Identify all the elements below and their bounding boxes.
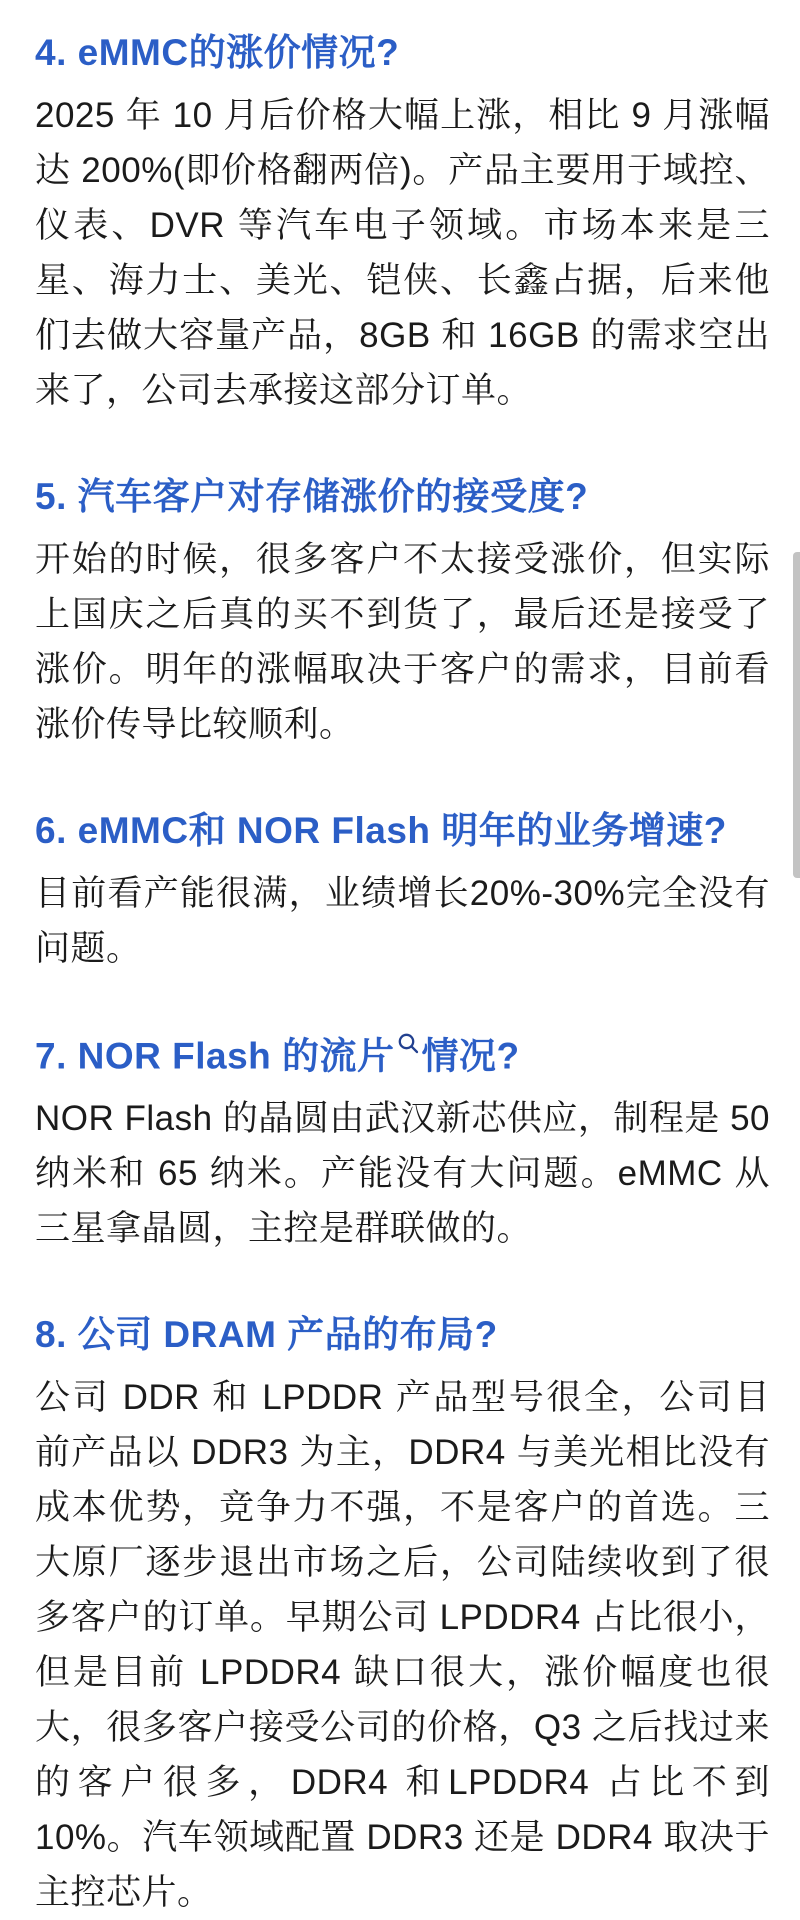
question-heading-suffix: 情况? — [421, 1035, 520, 1077]
answer-text: NOR Flash 的晶圆由武汉新芯供应，制程是 50 纳米和 65 纳米。产能没有大问题。eMMC 从三星拿晶圆，主控是群联做的。 — [35, 1099, 770, 1249]
question-section-5 — [35, 474, 770, 752]
question-heading — [35, 1032, 770, 1079]
answer-text: 开始的时候，很多客户不太接受涨价，但实际上国庆之后真的买不到货了，最后还是接受了涨价。明年的涨幅取决于客户的需求，目前看涨价传导比较顺利。 — [35, 540, 770, 744]
question-heading-prefix: 7. NOR Flash 的流片 — [35, 1035, 395, 1077]
answer-text: 目前看产能很满，业绩增长20%-30%完全没有问题。 — [35, 874, 770, 968]
question-heading: 8. 公司 DRAM 产品的布局? — [35, 1314, 498, 1356]
scrollbar-thumb[interactable] — [793, 552, 800, 878]
answer-text: 2025 年 10 月后价格大幅上涨，相比 9 月涨幅达 200%(即价格翻两倍)。产品主要用于域控、仪表、DVR 等汽车电子领域。市场本来是三星、海力士、美光、铠侠、长鑫占据，后来他们去做大容量产品，8GB 和 16GB 的需求空出来了，公司去承接这部分订单。 — [35, 96, 770, 410]
answer-text: 公司 DDR 和 LPDDR 产品型号很全，公司目前产品以 DDR3 为主，DDR4 与美光相比没有成本优势，竞争力不强，不是客户的首选。三大原厂逐步退出市场之后，公司陆续收到了很多客户的订单。早期公司 LPDDR4 占比很小，但是目前 LPDDR4 缺口很大，涨价幅度也很大，很多客户接受公司的价格，Q3 之后找过来的客户很多，DDR4 和LPDDR4 占比不到 10%。汽车领域配置 DDR3 还是 DDR4 取决于主控芯片。 — [35, 1378, 770, 1913]
question-section-7 — [35, 1032, 770, 1256]
question-section-6 — [35, 808, 770, 976]
question-section-4 — [35, 30, 770, 418]
search-icon[interactable] — [397, 1032, 420, 1055]
question-section-8 — [35, 1312, 770, 1920]
question-heading: 5. 汽车客户对存储涨价的接受度? — [35, 476, 589, 517]
question-heading: 6. eMMC和 NOR Flash 明年的业务增速? — [35, 810, 727, 851]
question-heading: 4. eMMC的涨价情况? — [35, 32, 400, 73]
